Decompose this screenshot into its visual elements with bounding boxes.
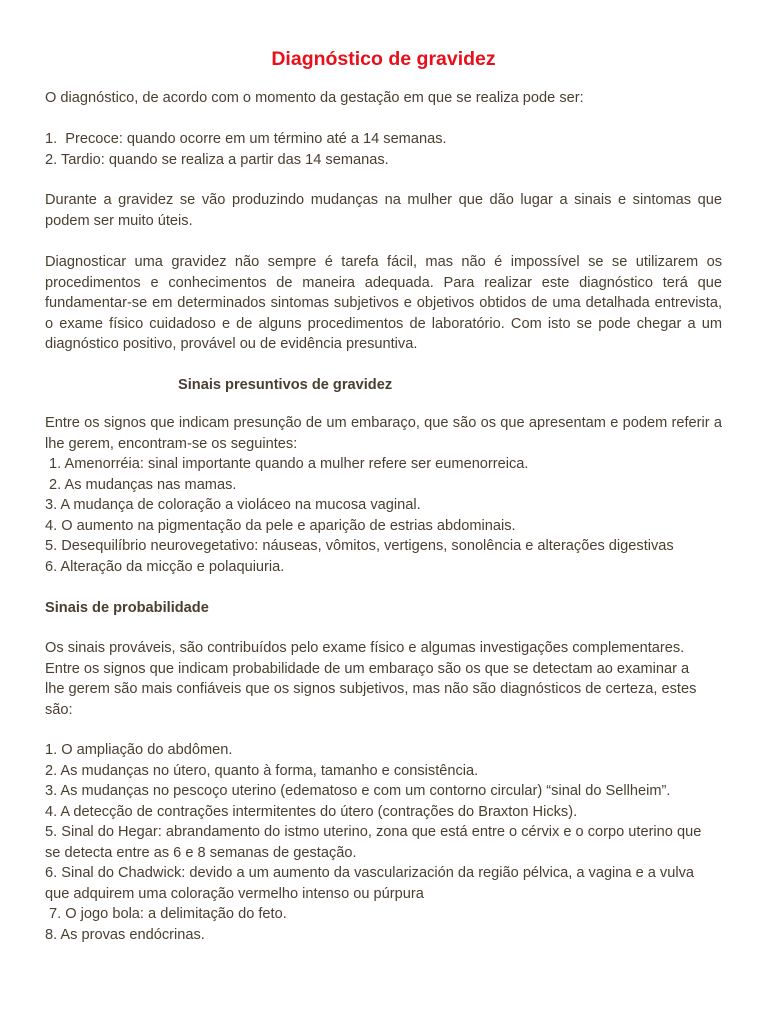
probability-list <box>45 740 722 945</box>
presumptive-intro: Entre os signos que indicam presunção de um embaraço, que são os que apresentam e podem referir a lhe gerem, encontram-se os seguintes: <box>45 415 722 452</box>
list-item: 2. As mudanças nas mamas. <box>45 476 237 493</box>
text-line: Os sinais prováveis, são contribuídos pelo exame físico e algumas investigações complementares. <box>45 640 685 656</box>
list-item: 5. Sinal do Hegar: abrandamento do istmo uterino, zona que está entre o cérvix e o corpo uterino que <box>45 824 702 840</box>
list-item: 4. O aumento na pigmentação da pele e aparição de estrias abdominais. <box>45 517 516 534</box>
list-item: 1. Precoce: quando ocorre em um término até a 14 semanas. <box>45 131 447 147</box>
text-line: são: <box>45 701 73 718</box>
changes-paragraph: Durante a gravidez se vão produzindo mudanças na mulher que dão lugar a sinais e sintomas que podem ser muito úteis. <box>45 192 722 229</box>
intro-paragraph: O diagnóstico, de acordo com o momento da gestação em que se realiza pode ser: <box>45 90 584 106</box>
presumptive-heading: Sinais presuntivos de gravidez <box>178 377 393 393</box>
list-item: 4. A detecção de contrações intermitentes do útero (contrações do Braxton Hicks). <box>45 803 578 820</box>
list-item: 5. Desequilíbrio neurovegetativo: náuseas, vômitos, vertigens, sonolência e alterações digestivas <box>45 538 674 554</box>
list-item: 3. As mudanças no pescoço uterino (edematoso e com um contorno circular) “sinal do Sellheim”. <box>45 783 671 799</box>
text-line: lhe gerem são mais confiáveis que os signos subjetivos, mas não são diagnósticos de certeza, estes <box>45 681 697 697</box>
diagnose-paragraph: Diagnosticar uma gravidez não sempre é tarefa fácil, mas não é impossível se se utilizarem os procedimentos e conhecimentos de maneira adequada. Para realizar este diagnóstico terá que fundamentar-se em determinados sintomas subjetivos e objetivos obtidos de uma detalhada entrevista, o exame físico cuidadoso e de alguns procedimentos de laboratório. Com isto se pode chegar a um diagnóstico positivo, provável ou de evidência presuntiva. <box>45 254 722 352</box>
list-item: se detecta entre as 6 e 8 semanas de gestação. <box>45 844 357 861</box>
list-item: 3. A mudança de coloração a violáceo na mucosa vaginal. <box>45 497 421 513</box>
presumptive-list <box>45 454 722 577</box>
list-item: 1. Amenorréia: sinal importante quando a mulher refere ser eumenorreica. <box>45 456 529 472</box>
list-item: 6. Sinal do Chadwick: devido a um aumento da vascularización da região pélvica, a vagina e a vulva <box>45 865 694 881</box>
list-item: 6. Alteração da micção e polaquiuria. <box>45 558 285 575</box>
text-line: Entre os signos que indicam probabilidade de um embaraço são os que se detectam ao examinar a <box>45 660 690 677</box>
probability-heading: Sinais de probabilidade <box>45 600 209 616</box>
list-item: que adquirem uma coloração vermelho intenso ou púrpura <box>45 885 424 902</box>
list-item: 1. O ampliação do abdômen. <box>45 742 233 758</box>
probability-intro <box>45 638 722 720</box>
list-item: 7. O jogo bola: a delimitação do feto. <box>45 906 287 922</box>
list-item: 2. As mudanças no útero, quanto à forma, tamanho e consistência. <box>45 762 479 779</box>
list-item: 8. As provas endócrinas. <box>45 926 205 943</box>
document-title: Diagnóstico de gravidez <box>271 48 496 70</box>
diagnosis-types-list <box>45 129 722 170</box>
list-item: 2. Tardio: quando se realiza a partir das 14 semanas. <box>45 151 389 168</box>
